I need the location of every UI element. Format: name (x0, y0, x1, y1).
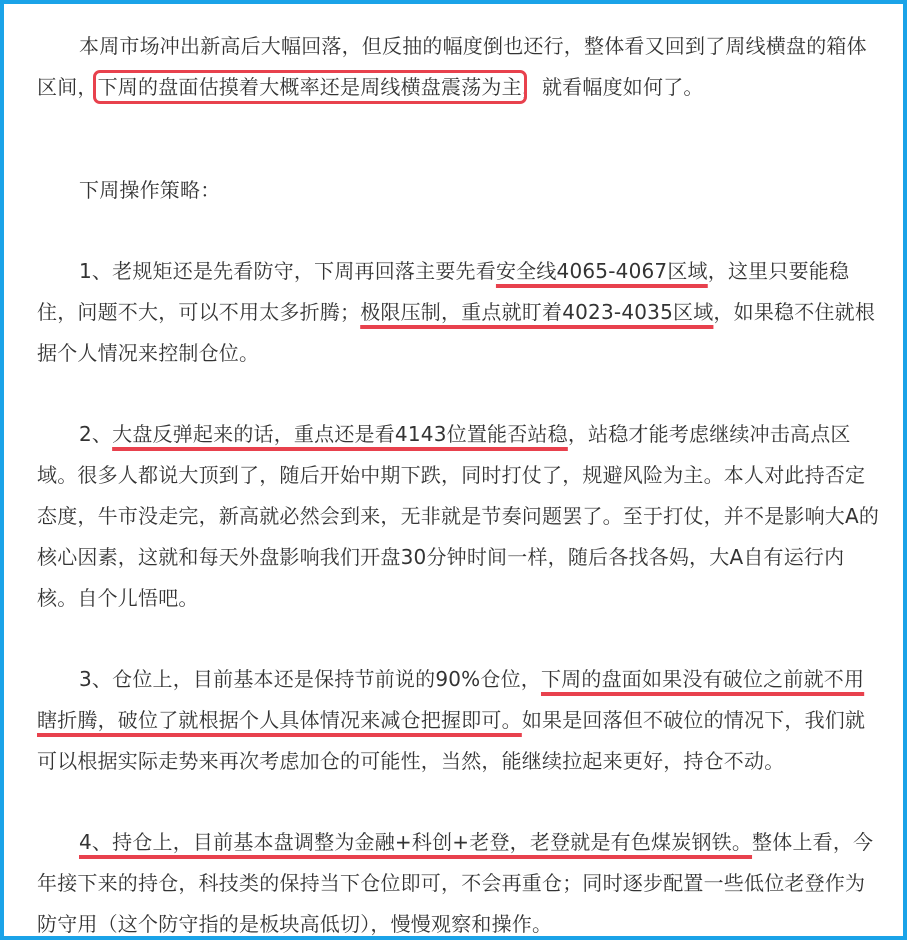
text-segment: ，站稳才能考虑继续冲击高点区域。很多人都说大顶到了，随后开始中期下跌，同时打仗了，规避风险为主。本人对此持否定态度，牛市没走完，新高就必然会到来，无非就是节奏问题罢了。至于打仗，并不是影响大A的核心因素，这就和每天外盘影响我们开盘30分钟时间一样，随后各找各妈，大A自有运行内核。自个儿悟吧。 (37, 422, 880, 610)
paragraph-point-2 (37, 414, 882, 619)
underlined-highlight: 4、持仓上，目前基本盘调整为金融+科创+老登，老登就是有色煤炭钢铁。 (79, 830, 753, 854)
paragraph-point-1 (37, 251, 882, 374)
paragraph-point-4 (37, 822, 882, 945)
text-segment: ，如果稳不住就根据个人情况来控制仓位。 (37, 300, 876, 365)
underlined-highlight: 极限压制，重点就盯着4023-4035区域 (360, 300, 714, 324)
underlined-highlight: 下周的盘面如果没有破位之前就不用瞎折腾，破位了就根据个人具体情况来减仓把握即可。 (37, 667, 865, 732)
text-segment: 1、老规矩还是先看防守，下周再回落主要先看 (79, 259, 496, 283)
article-body (37, 26, 882, 945)
underlined-highlight: 大盘反弹起来的话，重点还是看4143位置能否站稳 (112, 422, 568, 446)
underlined-highlight: 安全线4065-4067区域 (495, 259, 708, 283)
text-segment: 本周市场冲出新高后大幅回落，但反抽的幅度倒也还行，整体看又回到了周线横盘的箱体区间， (37, 34, 867, 99)
text-segment: 3、仓位上，目前基本还是保持节前说的90%仓位， (79, 667, 541, 691)
text-segment: 整体上看，今年接下来的持仓，科技类的保持当下仓位即可，不会再重仓；同时逐步配置一些低位老登作为防守用（这个防守指的是板块高低切），慢慢观察和操作。 (37, 830, 874, 936)
text-segment: 2、 (79, 422, 113, 446)
paragraph-market-summary (37, 26, 882, 108)
text-segment: ，就看幅度如何了。 (521, 75, 704, 99)
boxed-highlight: 下周的盘面估摸着大概率还是周线横盘震荡为主 (97, 75, 522, 99)
paragraph-strategy-heading (37, 170, 882, 211)
strategy-heading: 下周操作策略： (79, 178, 221, 202)
paragraph-point-3 (37, 659, 882, 782)
text-segment: 如果是回落但不破位的情况下，我们就可以根据实际走势来再次考虑加仓的可能性，当然，能继续拉起来更好，持仓不动。 (37, 708, 866, 773)
text-segment: ，这里只要能稳住，问题不大，可以不用太多折腾； (37, 259, 850, 324)
